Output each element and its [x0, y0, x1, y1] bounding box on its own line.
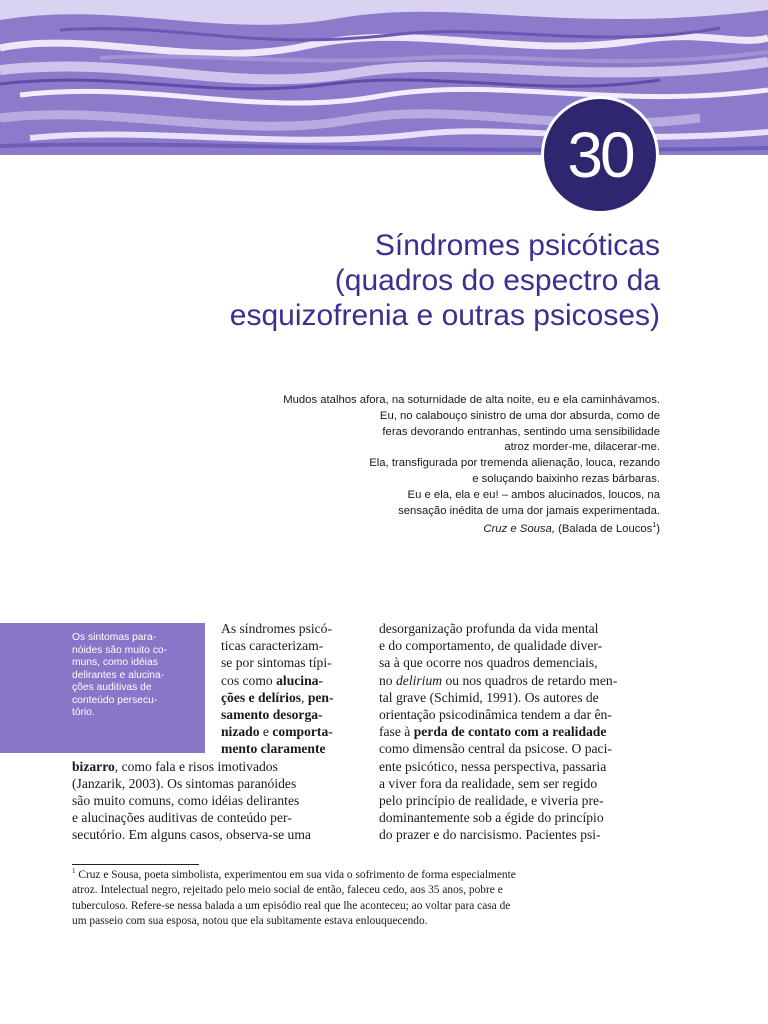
epigraph-line: sensação inédita de uma dor jamais experimentada. — [398, 504, 660, 517]
callout-line: muns, como idéias — [72, 657, 158, 668]
footnote-mark: 1 — [72, 867, 76, 876]
callout-line: conteúdo persecu- — [72, 694, 158, 706]
body-line: sa à que ocorre nos quadros demenciais, — [379, 655, 598, 671]
body-line: secutório. Em alguns casos, observa-se uma — [72, 827, 311, 843]
chapter-title-line: Síndromes psicóticas — [374, 229, 660, 262]
body-line: tal grave (Schimid, 1991). Os autores de — [379, 689, 599, 705]
body-line: orientação psicodinâmica tendem a dar ên- — [379, 707, 612, 722]
callout-line: ções auditivas de — [72, 682, 152, 693]
body-line: dominantemente sob a égide do princípio — [379, 810, 604, 826]
body-line: no delirium ou nos quadros de retardo men- — [379, 672, 618, 688]
body-line: ticas caracterizam- — [221, 638, 324, 654]
epigraph-line: Mudos atalhos afora, na soturnidade de alta noite, eu e ela caminhávamos. — [283, 394, 660, 406]
body-line: se por sintomas típi- — [221, 655, 332, 671]
chapter-number: 30 — [567, 119, 633, 191]
chapter-number-badge — [541, 96, 659, 214]
body-line: mento claramente — [221, 741, 326, 757]
body-line: ente psicótico, nessa perspectiva, passaria — [379, 758, 607, 774]
body-line: nizado e comporta- — [221, 724, 333, 740]
chapter-title-line: (quadros do espectro da — [334, 264, 660, 297]
callout-line: tório. — [72, 707, 95, 718]
epigraph — [283, 393, 660, 538]
epigraph-attribution — [283, 522, 660, 538]
chapter-title-line: esquizofrenia e outras psicoses) — [229, 299, 660, 332]
body-line: como dimensão central da psicose. O paci- — [379, 741, 612, 757]
body-line: cos como alucina- — [221, 672, 323, 688]
chapter-title — [230, 228, 660, 333]
epigraph-line: atroz morder-me, dilacerar-me. — [504, 441, 660, 454]
epigraph-author: Cruz e Sousa, — [483, 523, 555, 536]
body-line: samento desorga- — [221, 707, 323, 722]
body-line: e alucinações auditivas de conteúdo per- — [72, 810, 292, 826]
body-line: são muito comuns, como idéias delirantes — [72, 793, 300, 808]
epigraph-line: Eu, no calabouço sinistro de uma dor absurda, como de — [379, 409, 660, 422]
body-line: do prazer e do narcisismo. Pacientes psi- — [379, 827, 601, 843]
body-line: ções e delírios, pen- — [221, 689, 334, 705]
body-line: a viver fora da realidade, sem ser regido — [379, 775, 598, 791]
footnote-line: um passeio com sua esposa, notou que ela subitamente estava enlouquecendo. — [72, 914, 428, 927]
body-line: desorganização profunda da vida mental — [379, 621, 599, 636]
body-line: pelo princípio de realidade, e viveria pre- — [379, 793, 604, 808]
footnote — [72, 868, 660, 929]
epigraph-line: feras devorando entranhas, sentindo uma sensibilidade — [382, 425, 660, 438]
body-line: fase à perda de contato com a realidade — [379, 724, 607, 740]
epigraph-line: Ela, transfigurada por tremenda alienação, louca, rezando — [369, 457, 660, 470]
epigraph-work: (Balada de Loucos — [554, 523, 653, 536]
callout-line: delirantes e alucina- — [72, 669, 165, 681]
epigraph-work-close: ) — [656, 523, 660, 536]
callout-line: nóides são muito co- — [72, 644, 168, 656]
body-line: As síndromes psicó- — [221, 621, 333, 636]
body-line: (Janzarik, 2003). Os sintomas paranóides — [72, 775, 297, 791]
footnote-line: tuberculoso. Refere-se nessa balada a um episódio real que lhe aconteceu; ao voltar para casa de — [72, 899, 511, 912]
footnote-line: atroz. Intelectual negro, rejeitado pelo meio social de então, faleceu cedo, aos 35 anos, pobre e — [72, 884, 503, 897]
body-line: e do comportamento, de qualidade diver- — [379, 638, 603, 654]
sidebar-callout — [0, 623, 205, 753]
body-line: bizarro, como fala e risos imotivados — [72, 758, 278, 774]
footnote-divider — [72, 864, 199, 865]
callout-line: Os sintomas para- — [72, 632, 157, 643]
footnote-line — [72, 868, 660, 883]
epigraph-line: Eu e ela, ela e eu! – ambos alucinados, loucos, na — [407, 488, 660, 501]
footnote-reference[interactable]: 1 — [652, 522, 657, 530]
footnote-text: Cruz e Sousa, poeta simbolista, experimentou em sua vida o sofrimento de forma especialmente — [75, 869, 516, 881]
epigraph-line: e soluçando baixinho rezas bárbaras. — [472, 472, 660, 485]
